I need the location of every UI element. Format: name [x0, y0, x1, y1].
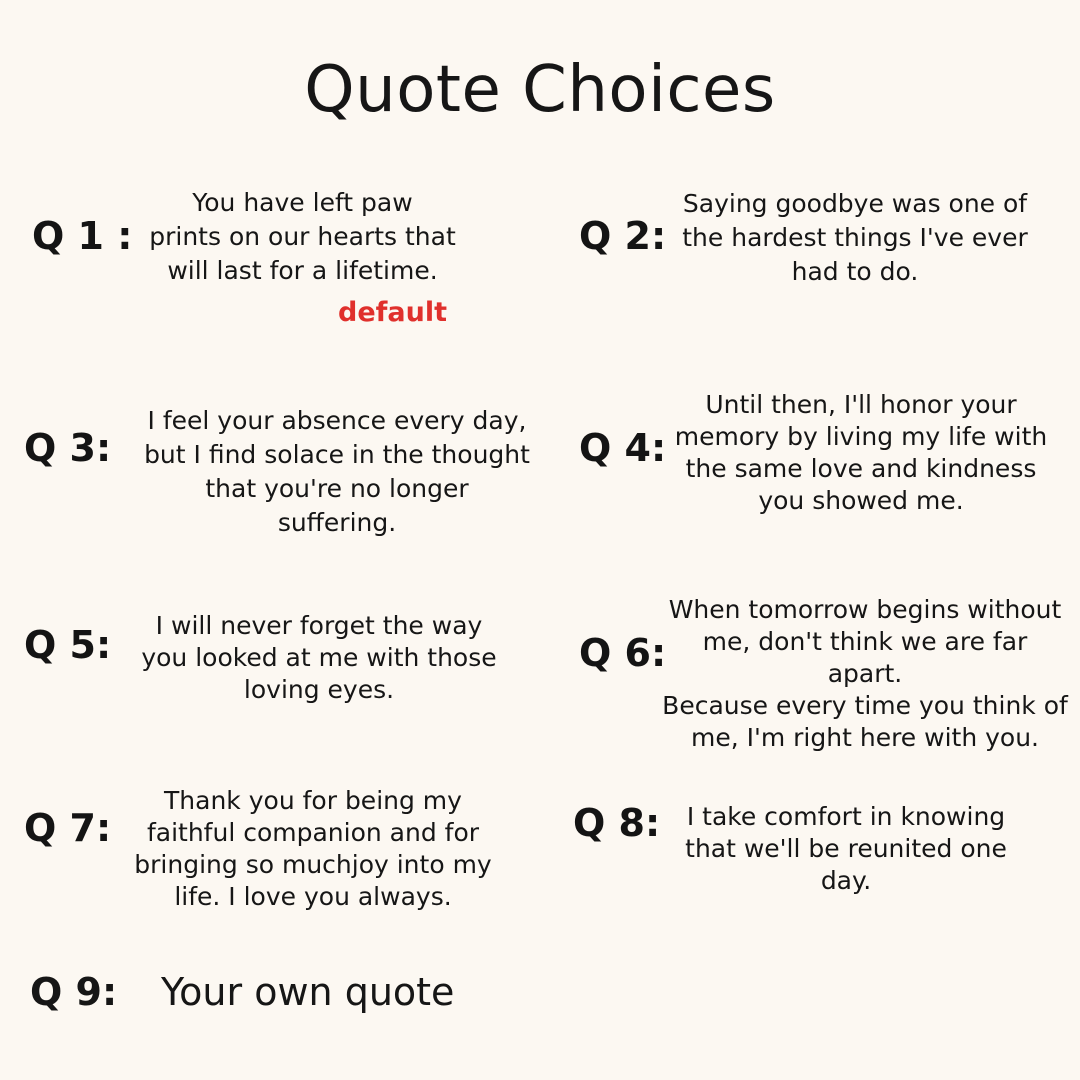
quote-1-text: You have left paw prints on our hearts that will last for a lifetime. [149, 188, 456, 285]
default-badge: default [338, 297, 447, 328]
quote-5-text: I will never forget the way you looked at me with those loving eyes. [141, 611, 497, 704]
quote-7-text: Thank you for being my faithful companion and for bringing so muchjoy into my life. I love you always. [134, 786, 492, 911]
quote-2-text: Saying goodbye was one of the hardest things I've ever had to do. [682, 189, 1028, 286]
quote-2-label: Q 2: [579, 214, 667, 258]
quote-6-text: When tomorrow begins without me, don't think we are far apart. Because every time you think of me, I'm right here with you. [662, 595, 1068, 752]
quote-3-label: Q 3: [24, 426, 112, 470]
quote-7-label: Q 7: [24, 806, 112, 850]
quote-8-text: I take comfort in knowing that we'll be reunited one day. [685, 802, 1007, 895]
quote-5-label: Q 5: [24, 623, 112, 667]
page-title: Quote Choices [304, 53, 776, 127]
quote-9-label: Q 9: [30, 970, 118, 1014]
quote-4-text: Until then, I'll honor your memory by living my life with the same love and kindness you showed me. [674, 390, 1048, 515]
own-quote-text: Your own quote [161, 970, 455, 1014]
quote-8-label: Q 8: [573, 801, 661, 845]
quote-3-text: I feel your absence every day, but I find solace in the thought that you're no longer suffering. [144, 406, 530, 537]
quote-6-label: Q 6: [579, 631, 667, 675]
quote-1-label: Q 1 : [32, 214, 133, 258]
quote-4-label: Q 4: [579, 426, 667, 470]
